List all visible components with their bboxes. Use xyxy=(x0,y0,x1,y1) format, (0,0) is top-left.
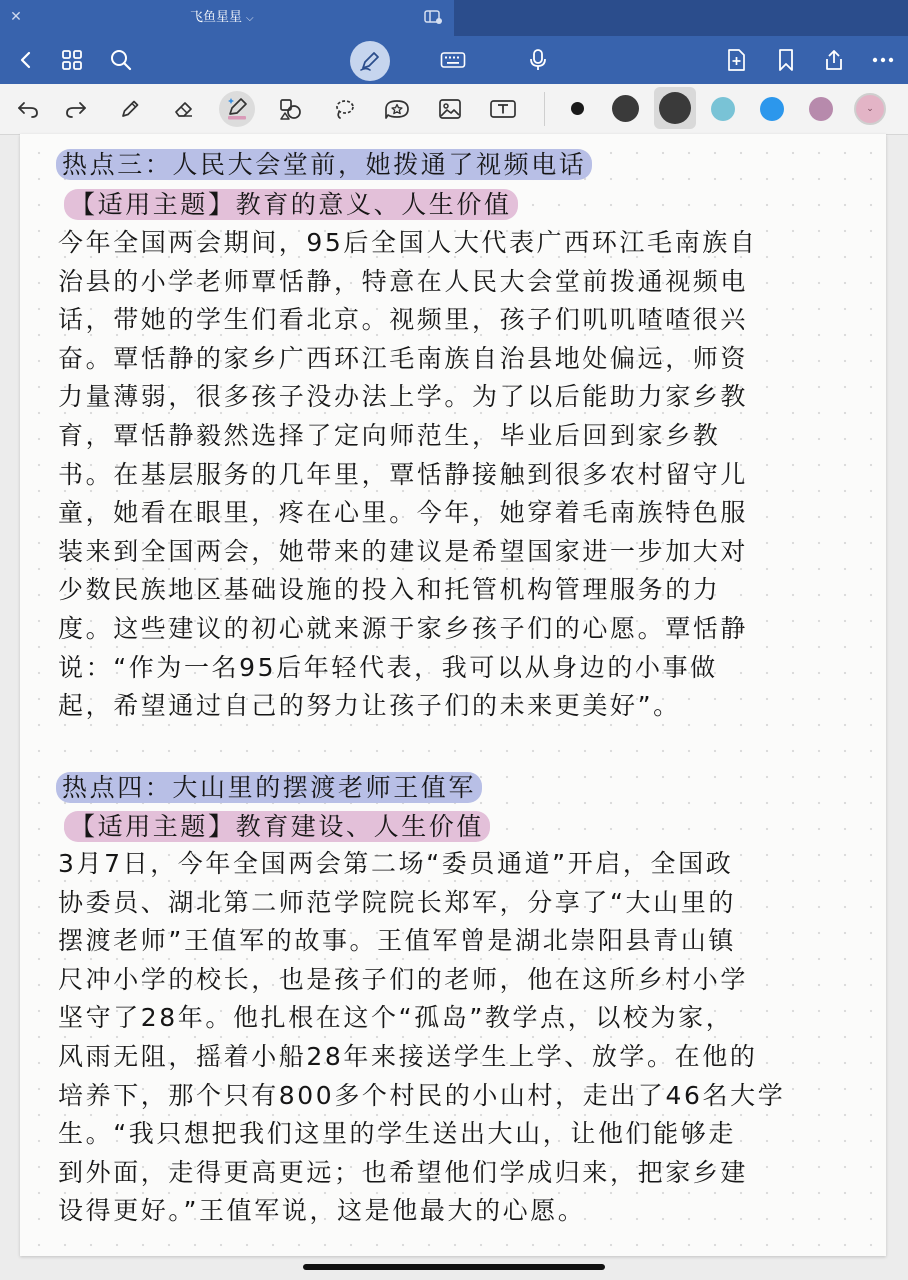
section3-theme: 【适用主题】教育的意义、人生价值 xyxy=(64,189,518,220)
tab-title-text: 飞鱼星星 xyxy=(190,10,243,25)
close-icon[interactable]: ✕ xyxy=(10,9,22,25)
shapes-icon[interactable] xyxy=(273,91,309,127)
body-line: 生。“我只想把我们这里的学生送出大山，让他们能够走 xyxy=(58,1119,736,1149)
body-line: 坚守了28年。他扎根在这个“孤岛”教学点，以校为家， xyxy=(58,1003,734,1033)
color-blue[interactable] xyxy=(760,97,784,121)
bookmark-icon[interactable] xyxy=(770,44,802,76)
body-line: 今年全国两会期间，95后全国人大代表广西环江毛南族自 xyxy=(58,228,758,257)
share-icon[interactable] xyxy=(818,44,850,76)
body-line: 话，带她的学生们看北京。视频里，孩子们叽叽喳喳很兴 xyxy=(58,305,749,335)
body-line: 培养下，那个只有800多个村民的小山村，走出了46名大学 xyxy=(58,1080,786,1110)
body-line: 协委员、湖北第二师范学院院长郑军，分享了“大山里的 xyxy=(58,887,736,917)
tab-title[interactable] xyxy=(190,9,254,27)
body-line: 力量薄弱，很多孩子没办法上学。为了以后能助力家乡教 xyxy=(58,382,749,412)
body-line: 奋。覃恬静的家乡广西环江毛南族自治县地处偏远，师资 xyxy=(58,343,749,373)
body-line: 治县的小学老师覃恬静，特意在人民大会堂前拨通视频电 xyxy=(58,266,749,296)
section3-title: 热点三：人民大会堂前，她拨通了视频电话 xyxy=(56,149,592,180)
body-line: 装来到全国两会，她带来的建议是希望国家进一步加大对 xyxy=(58,536,749,566)
split-view-icon[interactable] xyxy=(424,9,442,25)
section4-body xyxy=(58,845,848,1231)
text-icon[interactable] xyxy=(485,91,521,127)
undo-icon[interactable] xyxy=(10,91,46,127)
body-line: 度。这些建议的初心就来源于家乡孩子们的心愿。覃恬静 xyxy=(58,613,749,643)
body-line: 少数民族地区基础设施的投入和托管机构管理服务的力 xyxy=(58,575,721,605)
stroke-size-medium[interactable] xyxy=(612,95,639,122)
redo-icon[interactable] xyxy=(58,91,94,127)
body-line: 育，覃恬静毅然选择了定向师范生，毕业后回到家乡教 xyxy=(58,420,721,450)
color-mauve[interactable] xyxy=(809,97,833,121)
sticker-icon[interactable] xyxy=(379,91,415,127)
stroke-size-large[interactable] xyxy=(659,92,691,124)
body-line: 到外面，走得更高更远；也希望他们学成归来，把家乡建 xyxy=(58,1157,749,1187)
body-line: 说：“作为一名95后年轻代表，我可以从身边的小事做 xyxy=(58,652,718,682)
body-line: 3月7日，今年全国两会第二场“委员通道”开启，全国政 xyxy=(58,849,734,878)
stroke-size-small[interactable] xyxy=(571,102,584,115)
image-icon[interactable] xyxy=(432,91,468,127)
tool-bar xyxy=(0,84,908,135)
search-icon[interactable] xyxy=(105,44,137,76)
navigation-bar xyxy=(0,36,908,84)
body-line: 摆渡老师”王值军的故事。王值军曾是湖北崇阳县青山镇 xyxy=(58,926,736,956)
body-line: 起，希望通过自己的努力让孩子们的未来更美好”。 xyxy=(58,691,681,721)
microphone-icon[interactable] xyxy=(522,44,554,76)
active-tab[interactable] xyxy=(0,0,454,36)
section3-body xyxy=(58,224,848,726)
grid-icon[interactable] xyxy=(56,44,88,76)
add-page-icon[interactable] xyxy=(720,44,752,76)
body-line: 尺冲小学的校长，也是孩子们的老师，他在这所乡村小学 xyxy=(58,964,749,994)
more-icon[interactable] xyxy=(867,44,899,76)
color-pink-selected[interactable] xyxy=(854,93,886,125)
body-line: 设得更好。”王值军说，这是他最大的心愿。 xyxy=(58,1196,586,1226)
color-light-blue[interactable] xyxy=(711,97,735,121)
section4-title: 热点四：大山里的摆渡老师王值军 xyxy=(56,772,482,803)
eraser-icon[interactable] xyxy=(166,91,202,127)
toolbar-divider xyxy=(544,92,545,126)
home-indicator[interactable] xyxy=(303,1264,605,1270)
pen-mode-icon[interactable] xyxy=(350,41,390,81)
chevron-down-icon[interactable]: ⌵ xyxy=(246,13,254,24)
body-line: 风雨无阻，摇着小船28年来接送学生上学、放学。在他的 xyxy=(58,1041,758,1071)
highlighter-icon[interactable] xyxy=(219,91,255,127)
lasso-icon[interactable] xyxy=(326,91,362,127)
section4-theme: 【适用主题】教育建设、人生价值 xyxy=(64,811,490,842)
note-page[interactable] xyxy=(20,134,886,1256)
chevron-left-icon[interactable] xyxy=(10,44,42,76)
keyboard-icon[interactable] xyxy=(437,44,469,76)
pen-icon[interactable] xyxy=(112,91,148,127)
tab-bar xyxy=(0,0,908,36)
body-line: 书。在基层服务的几年里，覃恬静接触到很多农村留守儿 xyxy=(58,459,749,489)
chevron-down-icon: ⌄ xyxy=(866,103,874,114)
body-line: 童，她看在眼里，疼在心里。今年，她穿着毛南族特色服 xyxy=(58,498,749,528)
